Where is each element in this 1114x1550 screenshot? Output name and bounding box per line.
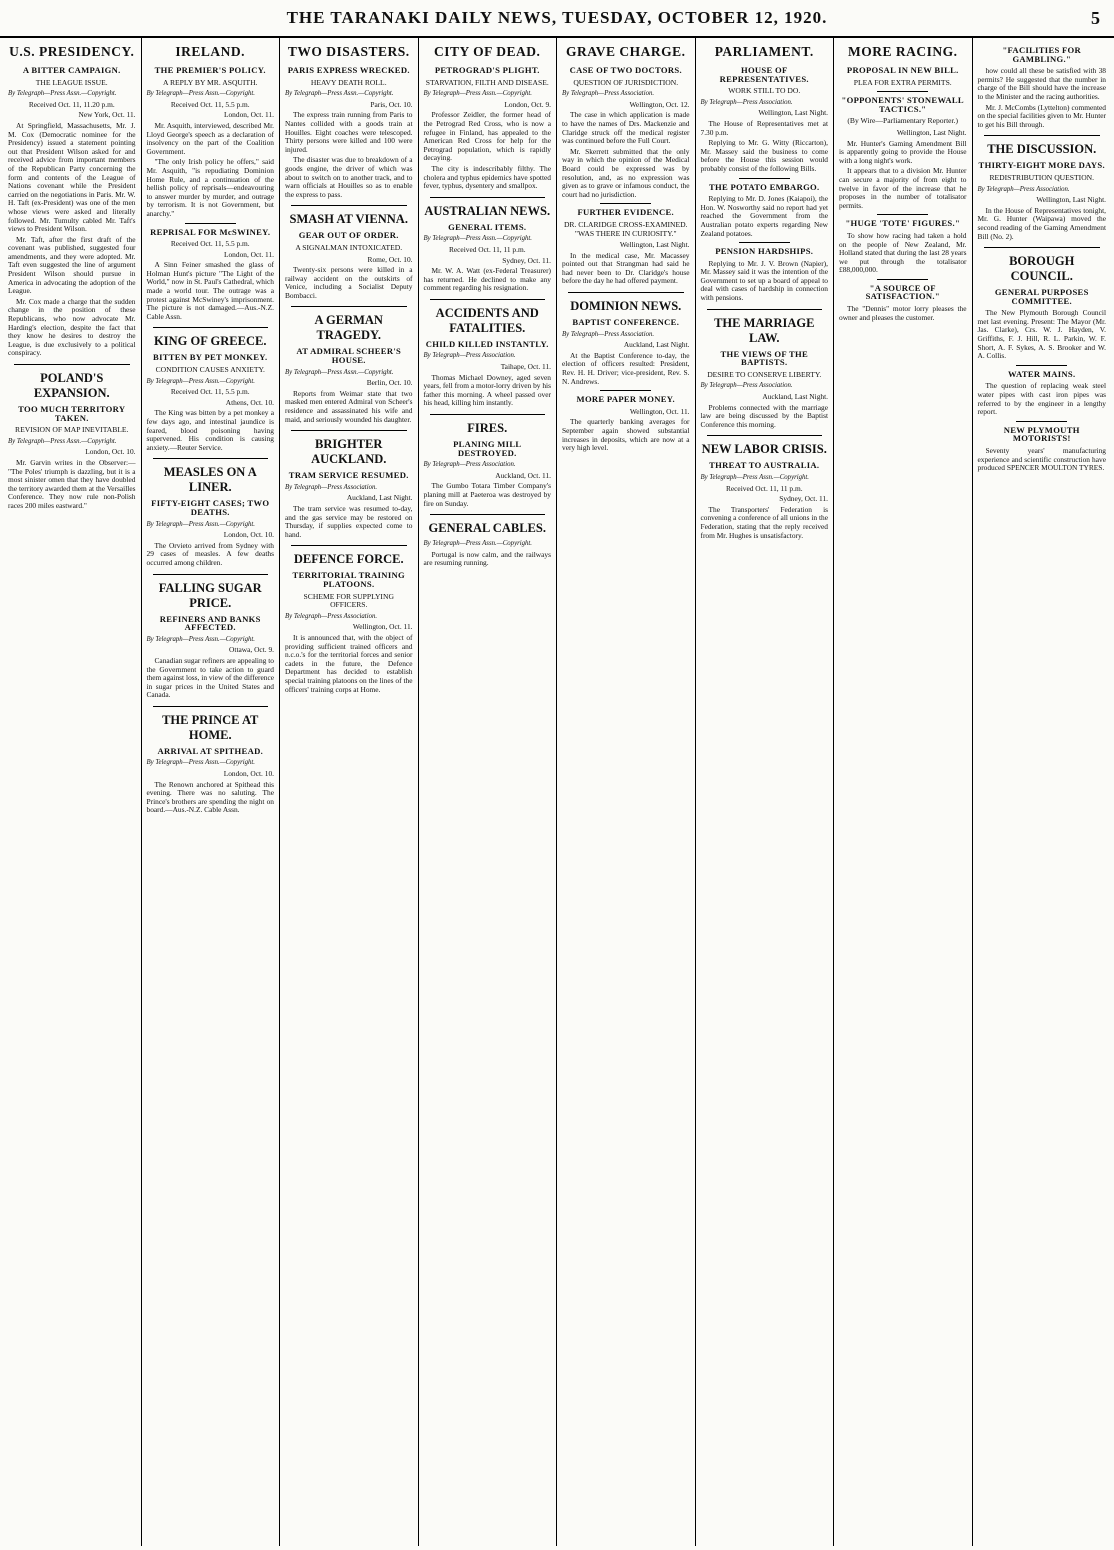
article-byline: By Telegraph—Press Association.: [977, 185, 1070, 193]
article-subsubheading: (By Wire—Parliamentary Reporter.): [847, 116, 959, 126]
article-subheading: FURTHER EVIDENCE.: [577, 207, 674, 218]
article: [285, 44, 413, 199]
article-paragraph: Replying to Mr. D. Jones (Kaiapoi), the Hon. W. Nosworthy said no report had yet reached the Government from the Australian potato experts regarding New Zealand potatoes.: [700, 194, 828, 238]
article-subheading: HOUSE OF REPRESENTATIVES.: [719, 65, 809, 84]
article-headline: BRIGHTER AUCKLAND.: [311, 437, 387, 467]
section-rule: [153, 706, 269, 707]
article-paragraph: Replying to Mr. J. V. Brown (Napier), Mr. Massey said it was the intention of the Government to set up a board of appeal to deal with cases of hardship in connection with pensions.: [700, 258, 828, 303]
article-headline: THE DISCUSSION.: [987, 142, 1097, 157]
article-subheading: ARRIVAL AT SPITHEAD.: [157, 745, 264, 756]
article: [424, 197, 552, 293]
article: [701, 435, 829, 540]
article: [562, 203, 690, 286]
article-subheading: CHILD KILLED INSTANTLY.: [425, 338, 549, 349]
article-subheading: PLANING MILL DESTROYED.: [453, 439, 522, 458]
article-subheading: PENSION HARDSHIPS.: [715, 246, 814, 257]
article-subsubheading: A REPLY BY MR. ASQUITH.: [163, 77, 258, 87]
article-byline: By Telegraph—Press Association.: [423, 352, 516, 360]
article-dateline: London, Oct. 11.: [223, 110, 274, 120]
article-headline: GRAVE CHARGE.: [565, 44, 686, 59]
article-paragraph: The quarterly banking averages for September again showed substantial increases in deposits, which are now at a very high level.: [562, 417, 690, 453]
short-rule: [185, 223, 236, 224]
article-paragraph: Thomas Michael Downey, aged seven years, fell from a motor-lorry driven by his father this morning. A wheel passed over his head, killing him instantly.: [423, 372, 551, 408]
article-dateline: Wellington, Last Night.: [1036, 195, 1106, 205]
article: [285, 545, 413, 694]
article-dateline: Auckland, Last Night.: [346, 493, 413, 503]
article-subheading: MORE PAPER MONEY.: [576, 394, 675, 405]
article-received: Received Oct. 11, 11 p.m.: [725, 483, 803, 493]
article-dateline: Athens, Oct. 10.: [225, 397, 274, 407]
article-subheading: THE POTATO EMBARGO.: [708, 181, 820, 192]
article: [839, 91, 967, 210]
article-subheading: GEAR OUT OF ORDER.: [298, 230, 399, 241]
article-headline: DOMINION NEWS.: [570, 299, 682, 314]
article-subsubheading: QUESTION OF JURISDICTION.: [573, 77, 679, 87]
article-paragraph: The express train running from Paris to Nantes collided with a goods train at Houilles. Eight coaches were telescoped. Thirty persons were killed and 100 were injured.: [285, 110, 413, 154]
section-rule: [707, 309, 823, 310]
article-dateline: Sydney, Oct. 11.: [502, 255, 551, 265]
article: [978, 135, 1107, 241]
section-rule: [984, 247, 1101, 248]
article-paragraph: The Orvieto arrived from Sydney with 29 cases of measles. A few deaths occurred among children.: [146, 540, 274, 567]
article-paragraph: Canadian sugar refiners are appealing to the Government to take action to guard them against loss, in view of the difference in sugar prices in the United States and Canada.: [146, 655, 274, 700]
article-subheading: CASE OF TWO DOCTORS.: [569, 65, 682, 75]
article: [285, 306, 413, 424]
article-byline: By Telegraph—Press Assn.—Copyright.: [285, 90, 394, 98]
article-byline: By Telegraph—Press Assn.—Copyright.: [146, 635, 256, 643]
section-rule: [707, 435, 823, 436]
article-received: Received Oct. 11, 5.5 p.m.: [170, 387, 250, 397]
article-subheading: THREAT TO AUSTRALIA.: [709, 460, 820, 471]
article-paragraph: It appears that to a division Mr. Hunter can secure a majority of from eight to twelve in favor of the increase that he proposes in the number of totalisator permits.: [839, 166, 967, 210]
article: [147, 327, 275, 452]
column-4: [419, 38, 558, 1546]
article-paragraph: The Transporters' Federation is convening a conference of all unions in the Federation, stating that the reply received from Mr. Hughes is unsatisfactory.: [700, 504, 828, 540]
article-headline: MORE RACING.: [848, 44, 958, 59]
article: [147, 574, 275, 700]
article-byline: By Telegraph—Press Assn.—Copyright.: [423, 235, 533, 243]
article-subsubheading: WORK STILL TO DO.: [728, 86, 801, 96]
article: [424, 514, 552, 568]
article-dateline: Wellington, Oct. 11.: [629, 406, 690, 416]
article-byline: By Telegraph—Press Assn.—Copyright.: [285, 368, 394, 376]
article-paragraph: In the medical case, Mr. Macassey pointed out that Strangman had said he had never been to Dr. Claridge's house before the day he had offered payment.: [562, 250, 690, 286]
article-byline: By Telegraph—Press Association.: [562, 90, 655, 98]
article-dateline: Auckland, Oct. 11.: [495, 470, 551, 480]
article: [147, 706, 275, 815]
section-rule: [14, 364, 130, 365]
article-subheading: TOO MUCH TERRITORY TAKEN.: [18, 404, 126, 423]
article: [978, 365, 1107, 417]
article-paragraph: Mr. Hunter's Gaming Amendment Bill is apparently going to provide the House with a long night's work.: [839, 138, 967, 165]
article-dateline: London, Oct. 9.: [504, 99, 551, 109]
article-headline: MEASLES ON A LINER.: [163, 465, 257, 495]
article-received: Received Oct. 11, 11 p.m.: [448, 244, 526, 254]
article: [8, 44, 136, 358]
article-headline: NEW LABOR CRISIS.: [701, 442, 827, 457]
short-rule: [877, 279, 928, 280]
section-rule: [568, 292, 684, 293]
article-subheading: THIRTY-EIGHT MORE DAYS.: [978, 160, 1105, 171]
article: [701, 178, 829, 239]
article-paragraph: "The only Irish policy he offers," said Mr. Asquith, "is repudiating Dominion Home Rule, and a continuation of the hellish policy of reprisals—endeavouring to answer murder by murder, and outrage by terrorism. It is not Government, but anarchy.": [146, 157, 274, 218]
article: [978, 247, 1107, 361]
article: [701, 44, 829, 174]
section-rule: [153, 458, 269, 459]
short-rule: [600, 203, 651, 204]
article-headline: BOROUGH COUNCIL.: [1009, 254, 1075, 284]
article-dateline: London, Oct. 10.: [85, 447, 136, 457]
article-subsubheading: DR. CLARIDGE CROSS-EXAMINED. "WAS THERE IN CURIOSITY.": [563, 219, 688, 238]
article-received: Received Oct. 11, 5.5 p.m.: [170, 239, 250, 249]
section-rule: [430, 514, 546, 515]
article-paragraph: Mr. W. A. Watt (ex-Federal Treasurer) has returned. He declined to make any comment regarding his resignation.: [423, 266, 551, 293]
article-paragraph: The disaster was due to breakdown of a goods engine, the driver of which was about to switch on to another track, and to warn officials at Houilles so as to enable the express to pass.: [285, 155, 413, 199]
article-byline: By Telegraph—Press Assn.—Copyright.: [146, 759, 256, 767]
article-dateline: London, Oct. 11.: [223, 249, 274, 259]
column-6: [696, 38, 835, 1546]
article-received: Received Oct. 11, 11.20 p.m.: [28, 99, 115, 109]
article-subsubheading: PLEA FOR EXTRA PERMITS.: [853, 77, 952, 87]
article-paragraph: The New Plymouth Borough Council met last evening. Present: The Mayor (Mr. Jas. Clarke), Crs. W. J. Hayden, V. Griffiths, F. J. Hill, R. L. Parkin, W. F. Short, A. F. Sykes, A. S. Brooker and W. A. Collis.: [977, 308, 1106, 361]
article-paragraph: Mr. Taft, after the first draft of the covenant was published, suggested four amendments, and they were adopted. Mr. Taft even suggested the line of argument President Wilson should pursue in America in advocating the adoption of the League.: [8, 234, 136, 296]
article-dateline: Auckland, Last Night.: [762, 392, 828, 402]
article: [147, 458, 275, 567]
article-headline: GENERAL CABLES.: [428, 521, 546, 536]
article-subheading: "FACILITIES FOR GAMBLING.": [1002, 45, 1082, 64]
article: [701, 309, 829, 430]
short-rule: [1016, 365, 1067, 366]
article-paragraph: Mr. Skerrett submitted that the only way in which the opinion of the Medical Board could be expressed was by resolution, and, as no expression was given as to grave or infamous conduct, the court had no jurisdiction.: [562, 146, 690, 199]
column-3: [280, 38, 419, 1546]
section-rule: [291, 430, 407, 431]
article-paragraph: Seventy years' manufacturing experience and scientific construction have produced SPENCER MOULTON TYRES.: [977, 446, 1106, 473]
article-paragraph: The Gumbo Totara Timber Company's planing mill at Paeteroa was destroyed by fire on Sunday.: [423, 481, 551, 508]
masthead-title: THE TARANAKI DAILY NEWS, TUESDAY, OCTOBER 12, 1920.: [286, 8, 828, 27]
section-rule: [153, 327, 269, 328]
article-headline: CITY OF DEAD.: [434, 44, 541, 59]
column-2: [142, 38, 281, 1546]
article-paragraph: Mr. Cox made a charge that the sudden change in the position of these Republicans, who now advocate Mr. Harding's election, despite the fact that they know he desires to destroy the League, is due exclusively to a political conspiracy.: [8, 296, 136, 358]
article-byline: By Telegraph—Press Assn.—Copyright.: [700, 474, 810, 481]
article-subheading: "A SOURCE OF SATISFACTION.": [865, 282, 940, 302]
article-subheading: PARIS EXPRESS WRECKED.: [287, 65, 410, 75]
article-subheading: A BITTER CAMPAIGN.: [22, 65, 121, 75]
article-paragraph: At Springfield, Massachusetts, Mr. J. M. Cox (Democratic nominee for the Presidency) issued a statement pointing out that President Wilson asked for and received advice from important members of the Republican Party concerning the form and contents of the League of Nations covenant while the President carried on the negotiations in Paris. Mr. W. H. Taft (ex-President) was one of the men whose views were asked and literally followed. Mr. Tumulty cabled Mr. Taft's views to President Wilson.: [8, 120, 136, 234]
article-headline: FALLING SUGAR PRICE.: [158, 580, 262, 610]
article-headline: AUSTRALIAN NEWS.: [424, 203, 551, 218]
article-subheading: FIFTY-EIGHT CASES; TWO DEATHS.: [151, 498, 270, 517]
article: [562, 292, 690, 386]
short-rule: [739, 178, 790, 179]
column-7: [834, 38, 973, 1546]
article-headline: PARLIAMENT.: [714, 44, 814, 59]
article-byline: By Telegraph—Press Assn.—Copyright.: [146, 377, 256, 385]
article-subsubheading: DESIRE TO CONSERVE LIBERTY.: [707, 369, 822, 379]
article-subheading: AT ADMIRAL SCHEER'S HOUSE.: [296, 346, 402, 366]
article-headline: THE PRINCE AT HOME.: [162, 712, 259, 742]
article-subheading: REFINERS AND BANKS AFFECTED.: [159, 613, 261, 633]
article-paragraph: A Sinn Feiner smashed the glass of Holman Hunt's picture "The Light of the World," now in St. Paul's Cathedral, which made a world tour. The outrage was a protest against McSwiney's imprisonment. The picture is not damaged.—Aus.-N.Z. Cable Assn.: [146, 260, 274, 321]
article: [839, 44, 967, 87]
article: [839, 279, 967, 322]
article-subsubheading: REVISION OF MAP INEVITABLE.: [15, 425, 129, 435]
article-headline: FIRES.: [467, 421, 508, 436]
article-paragraph: The King was bitten by a pet monkey a few days ago, and intestinal jaundice is feared, blood poisoning having supervened. His condition is causing anxiety.—Reuter Service.: [146, 408, 274, 452]
article-dateline: New York, Oct. 11.: [78, 110, 136, 120]
article-paragraph: Portugal is now calm, and the railways are resuming running.: [423, 549, 551, 568]
article-paragraph: The question of replacing weak steel water pipes with cast iron pipes was referred to by the engineer in a lengthy report.: [977, 381, 1106, 417]
article-dateline: Berlin, Oct. 10.: [366, 378, 413, 388]
article-subheading: WATER MAINS.: [1008, 368, 1076, 379]
article: [424, 299, 552, 408]
article-subsubheading: HEAVY DEATH ROLL.: [310, 77, 387, 87]
article-subheading: PROPOSAL IN NEW BILL.: [846, 65, 959, 75]
article-dateline: Auckland, Last Night.: [623, 340, 690, 350]
section-rule: [153, 574, 269, 575]
column-5: [557, 38, 696, 1546]
section-rule: [984, 135, 1101, 136]
article-subheading: REPRISAL FOR McSWINEY.: [150, 226, 271, 237]
article-headline: KING OF GREECE.: [154, 334, 267, 349]
article-headline: POLAND'S EXPANSION.: [33, 371, 110, 400]
section-rule: [291, 545, 407, 546]
article-dateline: Ottawa, Oct. 9.: [229, 645, 274, 655]
article-paragraph: The House of Representatives met at 7.30 p.m.: [700, 118, 828, 137]
section-rule: [430, 414, 546, 415]
article-paragraph: The city is indescribably filthy. The cholera and typhus epidemics have spotted fever, typhus, dysentery and smallpox.: [423, 163, 551, 191]
article-dateline: Wellington, Last Night.: [896, 127, 967, 137]
article: [424, 44, 552, 191]
article-headline: THE MARRIAGE LAW.: [714, 315, 815, 345]
article-subheading: GENERAL PURPOSES COMMITTEE.: [994, 287, 1089, 306]
article: [978, 46, 1107, 129]
article-byline: By Telegraph—Press Association.: [562, 330, 655, 338]
article-headline: IRELAND.: [175, 44, 246, 59]
article: [839, 214, 967, 275]
article-subsubheading: STARVATION, FILTH AND DISEASE.: [425, 77, 549, 87]
short-rule: [1016, 421, 1067, 422]
article-paragraph: To show how racing had taken a hold on the people of New Zealand, Mr. Holland stated that during the last 28 years we put through the totalisator £88,000,000.: [839, 230, 967, 275]
article-byline: By Telegraph—Press Assn.—Copyright.: [146, 520, 256, 528]
columns-container: [3, 38, 1111, 1546]
section-rule: [291, 205, 407, 206]
article-subsubheading: SCHEME FOR SUPPLYING OFFICERS.: [303, 591, 394, 610]
column-8: [973, 38, 1112, 1546]
article-byline: By Telegraph—Press Assn.—Copyright.: [146, 90, 256, 98]
article-byline: By Telegraph—Press Assn.—Copyright.: [8, 90, 117, 98]
article-dateline: Wellington, Last Night.: [758, 108, 828, 118]
article-headline: U.S. PRESIDENCY.: [9, 44, 135, 59]
article-paragraph: At the Baptist Conference to-day, the election of officers resulted: President, Rev. H. H. Driver; vice-president, Rev. S. N. Andrews.: [562, 350, 690, 386]
short-rule: [877, 91, 928, 92]
article-headline: ACCIDENTS AND FATALITIES.: [435, 305, 539, 335]
article-headline: A GERMAN TRAGEDY.: [314, 313, 383, 343]
article-subheading: NEW PLYMOUTH MOTORISTS!: [1003, 424, 1080, 444]
article-subheading: "OPPONENTS' STONEWALL TACTICS.": [841, 95, 964, 114]
page-number: 5: [1091, 8, 1100, 28]
article: [8, 364, 136, 511]
article-paragraph: The tram service was resumed to-day, and the gas service may be restored on Thursday, if supplies expected come to hand.: [285, 504, 413, 539]
article-dateline: London, Oct. 10.: [223, 769, 274, 779]
masthead: [0, 0, 1114, 38]
section-rule: [291, 306, 407, 307]
article-subheading: GENERAL ITEMS.: [448, 221, 527, 232]
article-byline: By Telegraph—Press Association.: [700, 382, 793, 390]
article: [285, 430, 413, 539]
article: [701, 242, 829, 303]
article: [562, 44, 690, 199]
article-byline: By Telegraph—Press Association.: [285, 483, 378, 491]
article-subheading: PETROGRAD'S PLIGHT.: [434, 65, 540, 75]
article: [424, 414, 552, 508]
article-headline: TWO DISASTERS.: [287, 44, 410, 59]
article-subheading: TRAM SERVICE RESUMED.: [288, 470, 409, 481]
article-paragraph: Mr. Garvin writes in the Observer:— "The Poles' triumph is dazzling, but it is a most sinister omen that they have doubled the territory awarded them at the Versailles Conference. They now rule non-Polish races 200 miles eastward.": [8, 457, 136, 510]
article-dateline: Wellington, Last Night.: [619, 240, 690, 250]
article-subheading: BAPTIST CONFERENCE.: [572, 317, 680, 328]
article-received: Received Oct. 11, 5.5 p.m.: [170, 99, 250, 109]
article-dateline: Wellington, Oct. 11.: [352, 622, 413, 632]
article-headline: DEFENCE FORCE.: [293, 552, 404, 567]
article-byline: By Telegraph—Press Association.: [285, 612, 378, 620]
article-subsubheading: CONDITION CAUSES ANXIETY.: [155, 365, 265, 375]
article: [147, 223, 275, 322]
article-paragraph: The "Dennis" motor lorry pleases the owner and pleases the customer.: [839, 304, 967, 322]
article-paragraph: Professor Zeidler, the former head of the Petrograd Red Cross, who is now a refugee in Finland, has appealed to the American Red Cross for help for the Petrograd population, which is rapidly decaying.: [423, 110, 551, 163]
article-byline: By Telegraph—Press Assn.—Copyright.: [423, 90, 533, 98]
article-subheading: TERRITORIAL TRAINING PLATOONS.: [292, 570, 405, 589]
article-paragraph: The Renown anchored at Spithead this evening. There was no saluting. The Prince's brothers are spending the night on board.—Aus.-N.Z. Cable Assn.: [146, 779, 274, 815]
article-subheading: THE PREMIER'S POLICY.: [154, 65, 266, 75]
article-dateline: Taihape, Oct. 11.: [500, 362, 551, 372]
article-subsubheading: A SIGNALMAN INTOXICATED.: [295, 242, 403, 252]
article-paragraph: Mr. J. McCombs (Lyttelton) commented on the special facilities given to Mr. Hunter to get his Bill through.: [977, 102, 1106, 129]
short-rule: [600, 390, 651, 391]
article-paragraph: how could all these be satisfied with 38 permits? He suggested that the number in charge of the Bill should have the increase to the Minister and the racing authorities.: [977, 66, 1106, 101]
article: [562, 390, 690, 453]
article-paragraph: Reports from Weimar state that two masked men entered Admiral von Scheer's residence and assassinated his wife and maid, and seriously wounded his daughter.: [285, 388, 413, 424]
short-rule: [739, 242, 790, 243]
article: [147, 44, 275, 219]
article-byline: By Telegraph—Press Association.: [700, 98, 793, 106]
article-dateline: Paris, Oct. 10.: [370, 99, 413, 109]
article-subheading: "HUGE 'TOTE' FIGURES.": [845, 218, 961, 229]
section-rule: [430, 197, 546, 198]
article-headline: SMASH AT VIENNA.: [289, 212, 408, 227]
article-byline: By Telegraph—Press Assn.—Copyright.: [8, 437, 117, 445]
article: [978, 421, 1107, 473]
article-dateline: London, Oct. 10.: [223, 530, 274, 540]
short-rule: [877, 214, 928, 215]
article-subheading: BITTEN BY PET MONKEY.: [153, 352, 268, 363]
article-dateline: Rome, Oct. 10.: [367, 254, 413, 264]
article-paragraph: Mr. Asquith, interviewed, described Mr. Lloyd George's speech as a declaration of insolvency on the part of the Coalition Government.: [146, 120, 274, 156]
article-paragraph: It is announced that, with the object of providing sufficient trained officers and n.c.o.'s for the territorial forces and senior cadets in the future, the Defence Department has decided to establish special training platoons on the lines of the officers' training corps at Home.: [285, 632, 413, 694]
article: [285, 205, 413, 300]
article-byline: By Telegraph—Press Association.: [423, 461, 516, 469]
article-paragraph: The case in which application is made to have the names of Drs. Mackenzie and Claridge struck off the medical register was continued before the Full Court.: [562, 110, 690, 146]
column-1: [3, 38, 142, 1546]
article-paragraph: Replying to Mr. G. Witty (Riccarton), Mr. Massey said the business to come before the House this session would probably consist of the following Bills.: [700, 138, 828, 173]
article-subsubheading: REDISTRIBUTION QUESTION.: [989, 172, 1095, 182]
section-rule: [430, 299, 546, 300]
article-paragraph: Twenty-six persons were killed in a railway accident on the outskirts of Venice, including a Socialist Deputy Bombacci.: [285, 265, 413, 300]
article-dateline: Sydney, Oct. 11.: [779, 494, 828, 504]
article-paragraph: In the House of Representatives tonight, Mr. G. Hunter (Waipawa) moved the second reading of the Gaming Amendment Bill (No. 2).: [977, 205, 1106, 241]
article-subsubheading: THE LEAGUE ISSUE.: [35, 77, 108, 87]
article-paragraph: Problems connected with the marriage law are being discussed by the Baptist Conference this morning.: [700, 402, 828, 429]
article-dateline: Wellington, Oct. 12.: [629, 99, 690, 109]
article-byline: By Telegraph—Press Assn.—Copyright.: [423, 540, 533, 548]
article-subheading: THE VIEWS OF THE BAPTISTS.: [720, 348, 808, 368]
